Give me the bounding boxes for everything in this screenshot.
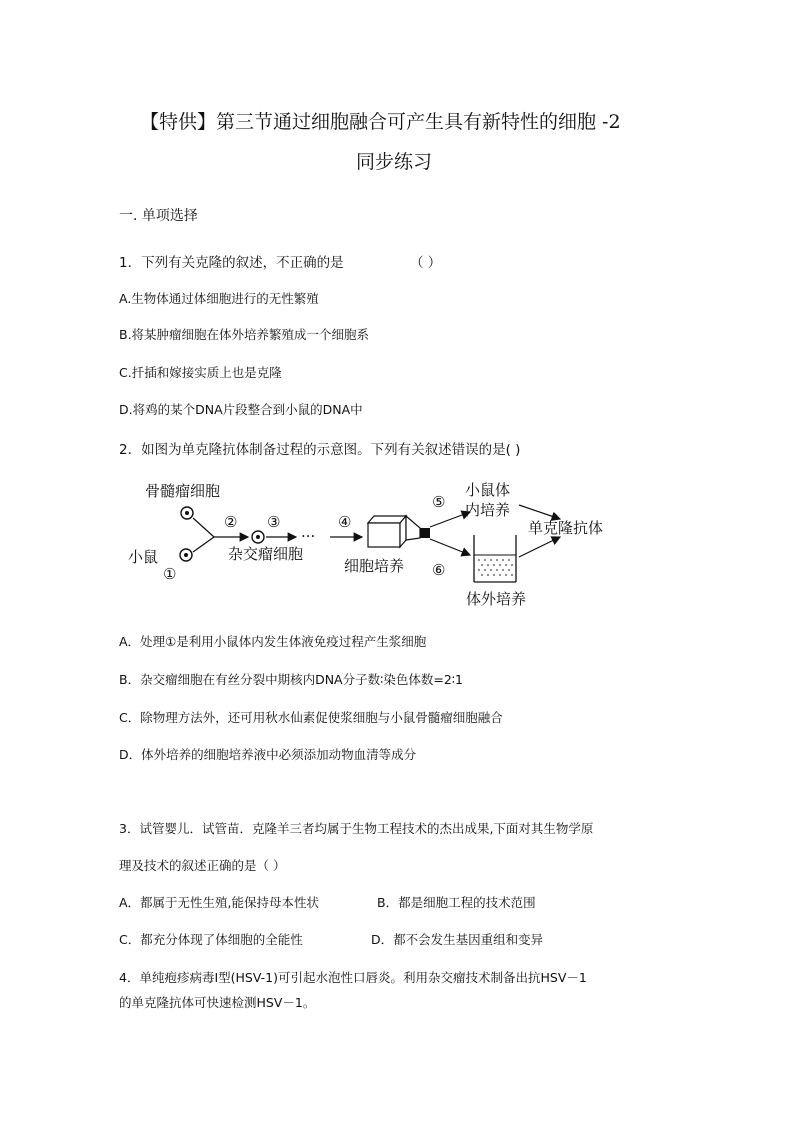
culture-flask-icon <box>368 516 430 547</box>
label-mouse: 小鼠 <box>128 548 159 566</box>
label-in-vivo-line1: 小鼠体 <box>465 481 511 499</box>
question-1-option-d: D.将鸡的某个DNA片段整合到小鼠的DNA中 <box>119 402 363 417</box>
question-3-option-c: C．都充分体现了体细胞的全能性 <box>119 932 303 947</box>
question-3-stem-line1: 3．试管婴儿．试管苗．克隆羊三者均属于生物工程技术的杰出成果,下面对其生物学原 <box>119 821 594 836</box>
merge-line-bottom <box>193 537 214 552</box>
question-1-stem: 1．下列有关克隆的叙述，不正确的是 <box>119 255 344 271</box>
section-heading: 一. 单项选择 <box>119 208 198 224</box>
page-subtitle: 同步练习 <box>356 151 433 173</box>
hybridoma-nucleus-icon <box>256 535 260 539</box>
step-2-marker: ② <box>224 513 238 531</box>
b-cell-nucleus-icon <box>184 553 188 557</box>
step-1-marker: ① <box>163 565 177 583</box>
question-2-option-c: C．除物理方法外，还可用秋水仙素促使浆细胞与小鼠骨髓瘤细胞融合 <box>119 710 503 725</box>
arrow-step-6 <box>430 539 470 555</box>
label-in-vitro-culture: 体外培养 <box>466 590 527 608</box>
ellipsis-dots: ··· <box>301 527 316 545</box>
step-3-marker: ③ <box>267 513 281 531</box>
myeloma-nucleus-icon <box>185 511 189 515</box>
step-5-marker: ⑤ <box>432 493 446 511</box>
question-1-option-c: C.扦插和嫁接实质上也是克隆 <box>119 365 282 380</box>
question-3-option-b: B．都是细胞工程的技术范围 <box>377 895 536 910</box>
label-hybridoma-cell: 杂交瘤细胞 <box>228 545 304 563</box>
arrow-in-vitro-to-antibody <box>519 537 560 557</box>
label-monoclonal-antibody: 单克隆抗体 <box>528 519 604 537</box>
step-6-marker: ⑥ <box>432 561 446 579</box>
question-3-option-d: D．都不会发生基因重组和变异 <box>371 932 544 947</box>
arrow-step-5 <box>430 512 470 527</box>
page-title: 【特供】第三节通过细胞融合可产生具有新特性的细胞 -2 <box>140 111 621 133</box>
label-bone-marrow-cell: 骨髓瘤细胞 <box>145 482 221 500</box>
arrow-in-vivo-to-antibody <box>519 505 560 519</box>
question-1-option-b: B.将某肿瘤细胞在体外培养繁殖成一个细胞系 <box>119 327 370 342</box>
question-2-option-b: B．杂交瘤细胞在有丝分裂中期核内DNA分子数∶染色体数=2∶1 <box>119 672 463 687</box>
merge-line-top <box>193 518 214 537</box>
step-4-marker: ④ <box>338 513 352 531</box>
question-1-option-a: A.生物体通过体细胞进行的无性繁殖 <box>119 291 319 306</box>
question-4-line1: 4．单纯疱疹病毒Ⅰ型(HSV-1)可引起水泡性口唇炎。利用杂交瘤技术制备出抗HSV－1 <box>119 970 587 985</box>
label-cell-culture: 细胞培养 <box>344 557 405 575</box>
question-1-answer-paren: （ ） <box>410 255 442 271</box>
question-3-option-a: A．都属于无性生殖,能保持母本性状 <box>119 895 320 910</box>
label-in-vivo-line2: 内培养 <box>465 501 511 519</box>
question-3-stem-line2: 理及技术的叙述正确的是（ ） <box>119 858 286 873</box>
question-2-option-a: A．处理①是利用小鼠体内发生体液免疫过程产生浆细胞 <box>119 634 427 649</box>
culture-beaker-icon <box>474 535 516 582</box>
question-2-option-d: D．体外培养的细胞培养液中必须添加动物血清等成分 <box>119 747 417 762</box>
antibody-process-diagram <box>0 475 794 615</box>
question-2-stem: 2．如图为单克隆抗体制备过程的示意图。下列有关叙述错误的是( ) <box>119 442 521 458</box>
question-4-line2: 的单克隆抗体可快速检测HSV－1。 <box>119 995 316 1010</box>
